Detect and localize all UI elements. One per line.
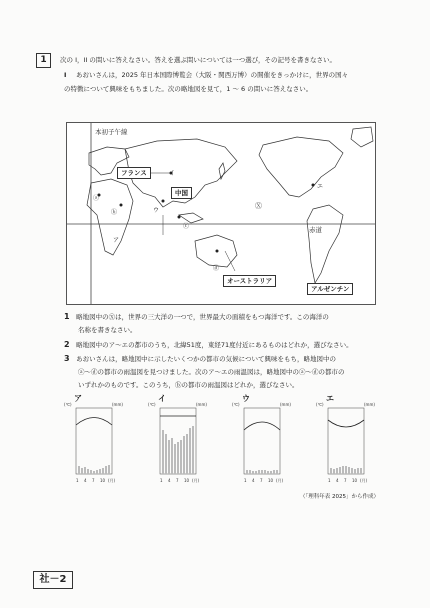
question-intro: 次の I，II の問いに答えなさい。答えを選ぶ問いについては一つ選び，その記号を書きなさい。 bbox=[60, 56, 336, 64]
svg-text:1: 1 bbox=[244, 478, 247, 483]
svg-text:4: 4 bbox=[336, 478, 339, 483]
world-map bbox=[66, 122, 376, 305]
chart-frame-a bbox=[64, 402, 123, 474]
marker-u: ウ bbox=[153, 207, 160, 214]
svg-text:7: 7 bbox=[92, 478, 95, 483]
marker-a: ⓐ bbox=[93, 195, 100, 202]
svg-text:1: 1 bbox=[160, 478, 163, 483]
marker-k: エ bbox=[317, 183, 324, 190]
prime-meridian-label: 本初子午線 bbox=[95, 128, 128, 136]
climate-chart-k: エ bbox=[326, 394, 334, 403]
svg-text:(月): (月) bbox=[192, 478, 200, 483]
svg-text:1: 1 bbox=[76, 478, 79, 483]
part-label: I bbox=[64, 71, 67, 79]
label-argentina: アルゼンチン bbox=[307, 283, 353, 295]
month-ticks bbox=[76, 477, 368, 483]
svg-text:(月): (月) bbox=[108, 478, 116, 483]
svg-text:(mm): (mm) bbox=[196, 402, 207, 407]
svg-text:10: 10 bbox=[268, 478, 274, 483]
city-marker-d bbox=[216, 250, 219, 253]
svg-text:(mm): (mm) bbox=[364, 402, 375, 407]
svg-text:7: 7 bbox=[344, 478, 347, 483]
temp-unit-a: (℃) bbox=[64, 402, 72, 407]
sub-question-3: 3 あおいさんは，略地図中に示したいくつかの都市の気候について興味をもち，略地図中の bbox=[64, 354, 336, 363]
svg-text:(℃): (℃) bbox=[148, 402, 156, 407]
climate-chart-u: ウ bbox=[242, 394, 250, 403]
north-america-outline bbox=[259, 137, 343, 197]
city-marker-e bbox=[120, 204, 123, 207]
svg-text:10: 10 bbox=[100, 478, 106, 483]
city-marker-c bbox=[178, 216, 181, 219]
sub-question-3-cont2: いずれかのものです。このうち，ⓑの都市の雨温図はどれか，選びなさい。 bbox=[78, 381, 299, 389]
svg-text:4: 4 bbox=[84, 478, 87, 483]
label-australia: オーストラリア bbox=[223, 275, 276, 287]
sub-question-3-cont1: ⓐ～ⓓの都市の雨温図を見つけました。次のア～エの雨温図は，略地図中のⓐ～ⓓの都市の bbox=[78, 368, 345, 376]
sub-question-1-cont: 名称を書きなさい。 bbox=[78, 326, 137, 334]
svg-text:(mm): (mm) bbox=[280, 402, 291, 407]
chart-frame-k bbox=[316, 402, 375, 474]
chart-frame-i bbox=[148, 402, 207, 474]
marker-x: Ⓧ bbox=[255, 202, 262, 210]
svg-text:(℃): (℃) bbox=[232, 402, 240, 407]
marker-e: ア bbox=[113, 237, 120, 244]
equator-label: 赤道 bbox=[309, 226, 322, 234]
svg-text:10: 10 bbox=[184, 478, 190, 483]
question-number-box: 1 bbox=[36, 53, 51, 68]
marker-i: イ bbox=[169, 170, 176, 177]
city-marker-u bbox=[162, 200, 165, 203]
marker-b: ⓑ bbox=[111, 209, 118, 216]
svg-text:7: 7 bbox=[260, 478, 263, 483]
svg-text:(月): (月) bbox=[360, 478, 368, 483]
label-france: フランス bbox=[117, 167, 151, 179]
page-label: 社－2 bbox=[33, 571, 73, 589]
temp-line-u bbox=[244, 422, 280, 430]
label-china: 中国 bbox=[171, 187, 192, 199]
svg-text:(℃): (℃) bbox=[316, 402, 324, 407]
marker-d: ⓓ bbox=[213, 265, 220, 272]
city-marker-k bbox=[312, 184, 315, 187]
south-america-outline bbox=[307, 205, 343, 283]
temp-line-k bbox=[328, 420, 364, 427]
climate-chart-i: イ bbox=[158, 394, 166, 403]
svg-text:7: 7 bbox=[176, 478, 179, 483]
svg-text:4: 4 bbox=[252, 478, 255, 483]
marker-c: ⓒ bbox=[183, 223, 190, 230]
chart-frame-u bbox=[232, 402, 291, 474]
svg-text:10: 10 bbox=[352, 478, 358, 483]
japan-outline bbox=[219, 163, 225, 179]
source-note: （「理科年表 2025」から作成） bbox=[300, 494, 379, 500]
temp-line-a bbox=[76, 418, 112, 426]
svg-text:(月): (月) bbox=[276, 478, 284, 483]
climate-charts-svg bbox=[60, 400, 400, 490]
climate-chart-a: ア bbox=[74, 394, 82, 403]
lead-line-2: の特徴について興味をもちました。次の略地図を見て，1 ～ 6 の問いに答えなさい。 bbox=[64, 85, 313, 93]
africa-outline bbox=[87, 179, 133, 255]
lead-line-1: あおいさんは，2025 年日本国際博覧会（大阪・関西万博）の開催をきっかけに，世界の国々 bbox=[76, 71, 349, 79]
svg-text:4: 4 bbox=[168, 478, 171, 483]
precip-unit-a: (mm) bbox=[112, 402, 123, 407]
svg-text:1: 1 bbox=[328, 478, 331, 483]
sub-question-1: 1 略地図中のⓍは，世界の三大洋の一つで，世界最大の面積をもつ海洋です。この海洋の bbox=[64, 312, 329, 321]
sub-question-2: 2 略地図中のア～エの都市のうち，北緯51度，東経71度付近にあるものはどれか，選びなさい。 bbox=[64, 340, 353, 349]
greenland-outline bbox=[351, 127, 373, 147]
